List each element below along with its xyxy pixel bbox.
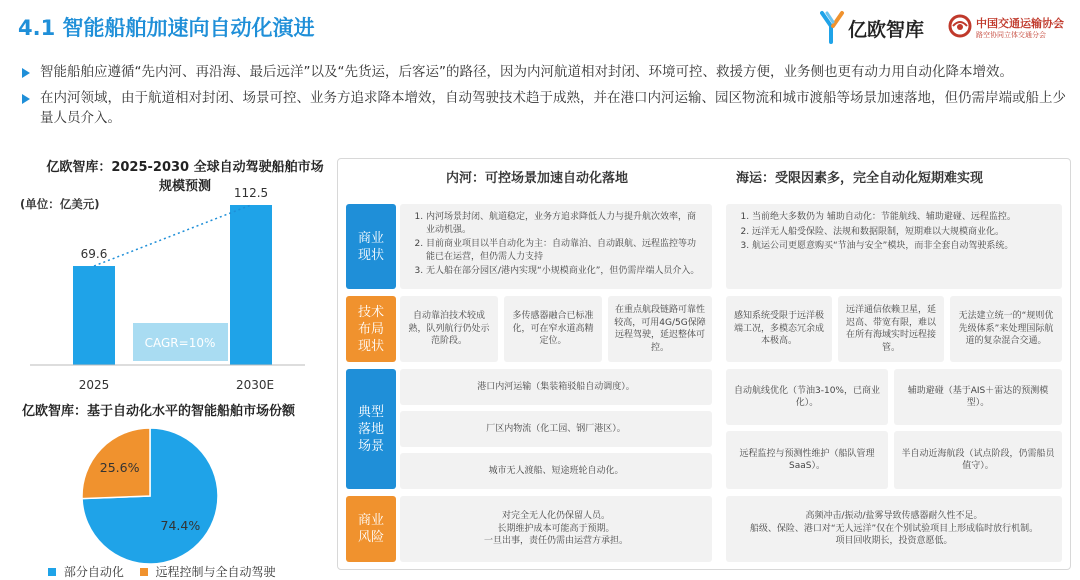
- risk-line: 长期维护成本可能高于预期。: [497, 523, 615, 534]
- legend-swatch: [140, 568, 148, 576]
- header: [0, 0, 1080, 50]
- comparison-matrix: [337, 158, 1071, 570]
- association-logo-line2: 路空协同立体交通分会: [976, 31, 1046, 39]
- triangle-bullet-icon: [22, 94, 30, 104]
- cell-inland-scenario-1: 港口内河运输（集装箱驳船自动调度）。: [400, 369, 712, 405]
- bar-chart-unit: (单位：亿美元): [20, 197, 100, 211]
- risk-line: 船级、保险、港口对“无人远洋”仅在个别试验项目上形成临时放行机制。: [749, 523, 1039, 534]
- legend-item: [140, 563, 276, 580]
- cell-inland-commercial-status: [400, 204, 712, 289]
- cell-inland-tech-3: 在重点航段链路可靠性较高，可用4G/5G保障远程驾驶，延迟整体可控。: [608, 296, 712, 362]
- yiou-logo-mark-icon: [820, 10, 846, 44]
- x-tick-label: 2025: [78, 378, 110, 392]
- cell-ocean-scenario-1: 自动航线优化（节油3-10%，已商业化）。: [726, 369, 888, 425]
- page-title: 4.1 智能船舶加速向自动化演进: [18, 16, 315, 40]
- bar: [230, 205, 272, 365]
- row-label-tech-layout: 技术布局现状: [346, 296, 396, 362]
- list-item: 3. 无人船在部分园区/港内实现“小规模商业化”，但仍需岸端人员介入。: [426, 265, 704, 278]
- pie-chart-title: 亿欧智库：基于自动化水平的智能船舶市场份额: [22, 404, 296, 419]
- cell-ocean-tech-1: 感知系统受限于远洋极端工况，多模态冗余成本极高。: [726, 296, 832, 362]
- bullet-list: [22, 62, 1072, 134]
- yiou-logo-text: 亿欧智库: [848, 19, 925, 41]
- list-item: 1. 内河场景封闭、航道稳定，业务方追求降低人力与提升航次效率，商业动机强。: [426, 211, 704, 236]
- cell-inland-risks: [400, 496, 712, 562]
- cell-ocean-commercial-status: [726, 204, 1062, 289]
- cell-ocean-scenario-3: 远程监控与预测性维护（船队管理 SaaS）。: [726, 431, 888, 489]
- risk-line: 高频冲击/振动/盐雾导致传感器耐久性不足。: [805, 511, 983, 522]
- pie-chart: [20, 418, 330, 580]
- pie-legend: [48, 563, 288, 580]
- bar: [73, 266, 115, 365]
- cell-ocean-scenario-2: 辅助避碰（基于AIS＋雷达的预测模型）。: [894, 369, 1062, 425]
- cell-ocean-scenario-4: 半自动近海航段（试点阶段，仍需船员值守）。: [894, 431, 1062, 489]
- bar-value-label: 112.5: [233, 186, 269, 200]
- pie-slice-label: 74.4%: [160, 518, 201, 534]
- cell-inland-scenario-3: 城市无人渡船、短途班轮自动化。: [400, 453, 712, 489]
- risk-line: 项目回收期长，投资意愿低。: [835, 536, 953, 547]
- bar-chart-title: 亿欧智库：2025-2030 全球自动驾驶船舶市场规模预测: [46, 160, 324, 194]
- cell-ocean-risks: [726, 496, 1062, 562]
- cell-ocean-tech-2: 远洋通信依赖卫星，延迟高、带宽有限，难以在所有海域实时远程接管。: [838, 296, 944, 362]
- cell-inland-scenario-2: 厂区内物流（化工园、钢厂港区）。: [400, 411, 712, 447]
- cell-inland-tech-2: 多传感器融合已标准化，可在窄水道高精定位。: [504, 296, 602, 362]
- legend-swatch: [48, 568, 56, 576]
- association-logo-mark-icon: [948, 14, 972, 38]
- list-item: 2. 远洋无人船受保险、法规和数据限制，短期难以大规模商业化。: [752, 226, 1054, 239]
- bullet-item: [22, 88, 1072, 128]
- bullet-item: [22, 62, 1072, 82]
- association-logo: [948, 12, 1080, 44]
- cagr-label: CAGR=10%: [144, 336, 216, 350]
- column-header-inland: 内河：可控场景加速自动化落地: [446, 171, 629, 186]
- x-tick-label: 2030E: [235, 378, 275, 392]
- column-header-ocean: 海运：受限因素多，完全自动化短期难实现: [736, 171, 984, 186]
- row-label-risks: 商业风险: [346, 496, 396, 562]
- risk-line: 一旦出事，责任仍需由运营方承担。: [483, 536, 628, 547]
- cell-ocean-tech-3: 无法建立统一的“规则优先级体系”来处理国际航道的复杂混合交通。: [950, 296, 1062, 362]
- legend-item: [48, 563, 124, 580]
- row-label-scenarios: 典型落地场景: [346, 369, 396, 489]
- list-item: 1. 当前绝大多数仍为 辅助自动化：节能航线、辅助避碰、远程监控。: [752, 211, 1054, 224]
- row-label-commercial-status: 商业现状: [346, 204, 396, 289]
- bullet-text: 智能船舶应遵循“先内河、再沿海、最后远洋”以及“先货运，后客运”的路径，因为内河航道相对封闭、环境可控、救援方便，业务侧也更有动力用自动化降本增效。: [40, 64, 1013, 80]
- bar-chart: [0, 185, 330, 400]
- list-item: 2. 目前商业项目以半自动化为主：自动靠泊、自动跟航、远程监控等功能已在运营，但仍需人力支持: [426, 238, 704, 263]
- pie-slice-label: 25.6%: [99, 459, 140, 475]
- legend-label: 远程控制与全自动驾驶: [155, 565, 276, 579]
- yiou-logo: [820, 10, 945, 44]
- bullet-text: 在内河领域，由于航道相对封闭、场景可控、业务方追求降本增效，自动驾驶技术趋于成熟，并在港口内河运输、园区物流和城市渡船等场景加速落地，但仍需岸端或船上少量人员介入。: [40, 90, 1066, 126]
- legend-label: 部分自动化: [63, 565, 124, 579]
- association-logo-line1: 中国交通运输协会: [976, 17, 1064, 30]
- list-item: 3. 航运公司更愿意购买“节油与安全”模块，而非全套自动驾驶系统。: [752, 240, 1054, 253]
- cell-inland-tech-1: 自动靠泊技术较成熟，队列航行仍处示范阶段。: [400, 296, 498, 362]
- bar-value-label: 69.6: [80, 247, 108, 262]
- risk-line: 对完全无人化仍保留人员。: [501, 511, 610, 522]
- triangle-bullet-icon: [22, 68, 30, 78]
- trend-line: [94, 205, 251, 266]
